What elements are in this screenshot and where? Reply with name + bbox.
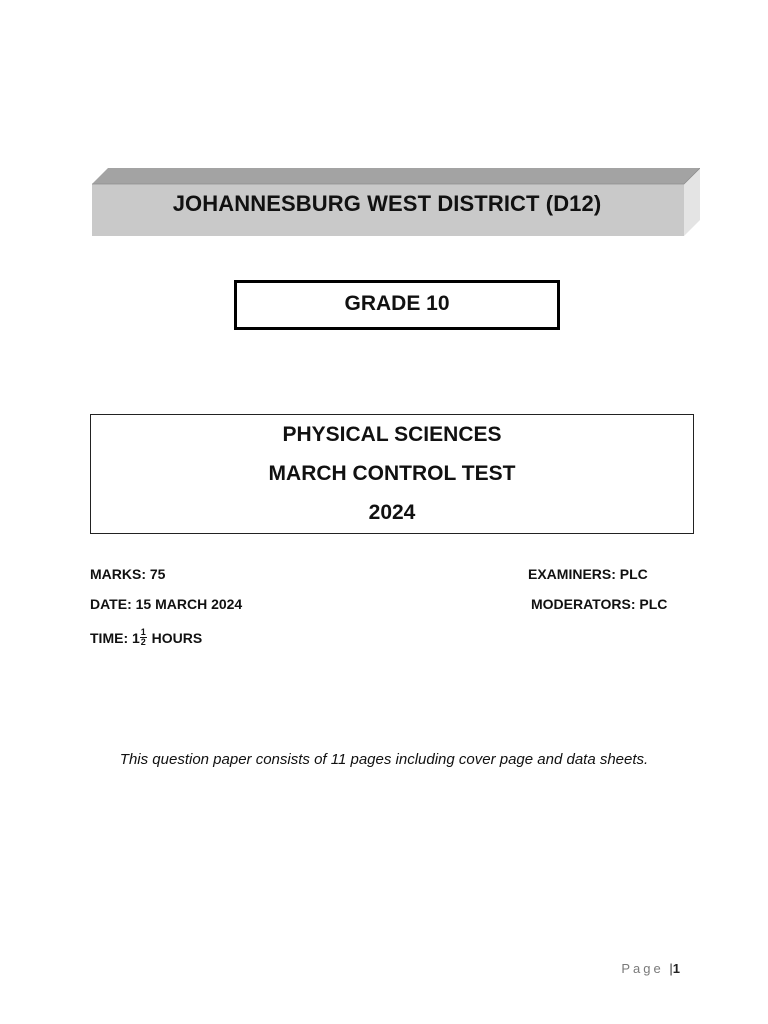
time-fraction bbox=[140, 628, 147, 647]
district-title: JOHANNESBURG WEST DISTRICT (D12) bbox=[172, 191, 602, 216]
time-fraction-denominator: 2 bbox=[140, 636, 146, 647]
time-prefix: TIME: 1 bbox=[90, 630, 140, 646]
paper-note bbox=[0, 750, 768, 770]
subject-title: PHYSICAL SCIENCES bbox=[282, 423, 502, 446]
time-field bbox=[90, 626, 203, 647]
district-banner bbox=[92, 168, 700, 236]
page-number: 1 bbox=[672, 961, 680, 976]
time-fraction-numerator: 1 bbox=[140, 626, 146, 637]
banner-top-face bbox=[92, 168, 700, 184]
moderators-field: MODERATORS: PLC bbox=[531, 596, 668, 612]
marks-field: MARKS: 75 bbox=[90, 566, 166, 582]
date-field: DATE: 15 MARCH 2024 bbox=[90, 596, 243, 612]
page-separator: | bbox=[669, 961, 673, 976]
test-year: 2024 bbox=[368, 501, 416, 524]
grade-box bbox=[234, 280, 560, 330]
subject-box bbox=[90, 414, 694, 534]
examiners-field: EXAMINERS: PLC bbox=[528, 566, 648, 582]
time-suffix: HOURS bbox=[147, 630, 203, 646]
test-name: MARCH CONTROL TEST bbox=[268, 462, 516, 485]
page-word: Page bbox=[621, 961, 664, 976]
grade-label: GRADE 10 bbox=[344, 292, 450, 315]
page-footer bbox=[600, 960, 680, 978]
paper-note-text: This question paper consists of 11 pages including cover page and data sheets. bbox=[119, 751, 649, 768]
